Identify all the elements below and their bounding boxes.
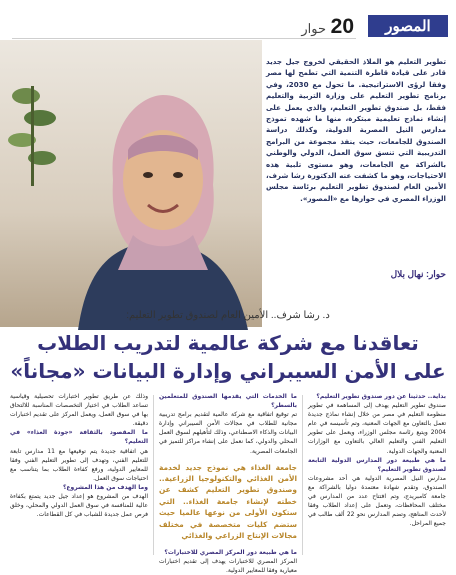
question: ما المقصود بالثقافة «جودة الغذاء» في التعليم؟ (10, 429, 148, 446)
subject-caption: د. رشا شرف.. الأمين العام لصندوق تطوير التعليم: (126, 310, 330, 321)
column-divider (302, 395, 303, 555)
article-column-left (10, 392, 148, 558)
column-divider (153, 395, 154, 555)
section-label: حوار (301, 21, 326, 36)
answer: صندوق تطوير التعليم يهدف إلى المساهمة في تطوير منظومة التعليم في مصر من خلال إنشاء نماذج جديدة تعمل بالتعاون مع الجهات المعنية، وتم تأسيسه في عام 2004 ويتبع رئاسة مجلس الوزراء، ويعمل على تطوير التعليم الفني والتعليم العالي بالتعاون مع الوزارات المعنية والجهات الدولية. (308, 402, 446, 455)
plant-decoration (6, 66, 64, 186)
article-column-middle (159, 392, 297, 574)
byline: حوار: نهال بلال (390, 269, 446, 279)
header-divider (12, 38, 356, 39)
answer: مدارس النيل المصرية الدولية هي أحد مشروعات الصندوق، وتقدم شهادة معتمدة دوليا بالشراكة مع جامعة كامبريدج، وتم افتتاح عدد من المدارس في مختلف المحافظات، وتعمل على إعداد الطلاب وفقا لأحدث المناهج، وتضم المدارس نحو 22 ألف طالب في جميع المراحل. (308, 474, 446, 528)
question: ما الخدمات التي يقدمها الصندوق للمتعلمين بالسطر؟ (159, 393, 297, 410)
headline-line-2: على الأمن السيبراني وإدارة البيانات «مجاناً» (10, 359, 446, 383)
page-number: 20 (330, 15, 354, 38)
portrait-photo (0, 40, 262, 327)
page-header (0, 0, 456, 36)
headline-line-1: تعاقدنا مع شركة عالمية لتدريب الطلاب (37, 331, 419, 355)
pull-quote: جامعة الغذاء هي نموذج جديد لخدمة الأمن الغذائي والتكنولوجيا الزراعية.. وصندوق تطوير التعليم كشف عن خطته لإنشاء جامعة الغذاء.. التي ستكون الأولى من نوعها عالميا حيث ستضم كليات متخصصة في مختلف مجالات الإنتاج الزراعي والغذائي (159, 462, 297, 541)
question: ما هي طبيعة دور المركز المصري للاختبارات؟ (164, 548, 297, 556)
article-column-right (308, 392, 446, 558)
answer: تم توقيع اتفاقية مع شركة عالمية لتقديم برامج تدريبية مجانية للطلاب في مجالات الأمن السيبراني وإدارة البيانات والذكاء الاصطناعي، وذلك لتأهيلهم لسوق العمل المحلي والدولي، كما نعمل على إنشاء مراكز للتميز في الجامعات المصرية. (159, 411, 297, 455)
intro-paragraph: تطوير التعليم هو الملاذ الحقيقي لخروج جيل جديد قادر على قيادة قاطرة التنمية التي تطمح لها مصر وفقا لرؤى الاستراتيجية. ما تحول مع 2030، وفي برنامج تطوير التعليم على وزارة التربية والتعليم فقط، بل صندوق تطوير التعليم، والذي يعمل على إنشاء نماذج تعليمية مبتكرة، منها ما شهده تموذج مدارس النيل المصرية الدولية، وكذلك دراسة الصندوق للجامعات، حيث ينفذ مجموعة من البرامج التدريبية التي تنسق سوق العمل، الدولي والوطني بالشراكة مع الجامعات، وهو مستوى تلبية هذه الاحتياجات، وهو ما كشفت عنه الدكتورة رشا شرف، الأمين العام لصندوق تطوير التعليم برئاسة مجلس الوزراء المصري في حوارها مع «المصور». (266, 57, 446, 203)
question: ما هي طبيعة دور المدارس الدولية التابعة لصندوق تطوير التعليم؟ (308, 456, 446, 473)
logo-text: المصور (385, 17, 431, 35)
question: بداية.. حدثينا عن دور صندوق تطوير التعليم؟ (316, 393, 446, 400)
woman-portrait (58, 70, 258, 330)
answer: الهدف من المشروع هو إعداد جيل جديد يتمتع بكفاءة عالية للمنافسة في سوق العمل الدولي والمحلي، وخلق فرص عمل جديدة للشباب في كل القطاعات. (10, 493, 148, 519)
magazine-logo (368, 15, 448, 37)
answer: المركز المصري للاختبارات يهدف إلى تقديم اختبارات معيارية وفقا للمعايير الدولية. (159, 557, 297, 574)
answer: هي اتفاقية جديدة يتم توقيعها مع 11 مدارس تابعة للتعليم الفني، وتهدف إلى تطوير التعليم الفني وفقا للمعايير الدولية، ورفع كفاءة الطلاب بما يتناسب مع احتياجات سوق العمل. (10, 447, 148, 482)
answer: وذلك عن طريق تطوير اختبارات تحصيلية وقياسية تساعد الطلاب في اختيار التخصصات المناسبة للالتحاق بها في سوق العمل، ويعمل المركز على تقديم اختبارات دقيقة. (10, 393, 148, 428)
question: وما الهدف من هذا المشروع؟ (62, 483, 148, 491)
